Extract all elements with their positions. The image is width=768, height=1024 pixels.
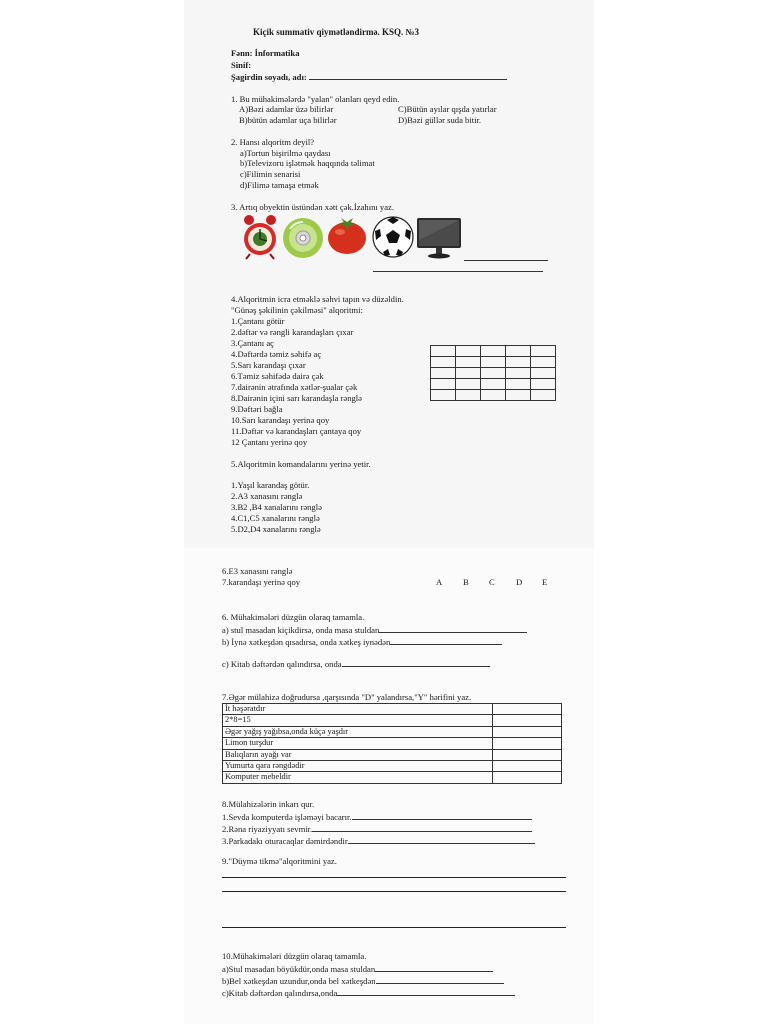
tomato-icon[interactable] bbox=[326, 214, 368, 256]
answer-cell[interactable] bbox=[493, 749, 562, 760]
answer-cell[interactable] bbox=[493, 761, 562, 772]
q4-step: 11.Dəftər və karandaşları çantaya qoy bbox=[231, 426, 362, 436]
q2-option: c)Filimin senarisi bbox=[240, 169, 301, 179]
q10-item-b: b)Bel xətkeşdən uzundur,onda bel xətkeşdən bbox=[222, 975, 504, 987]
grid-cell[interactable] bbox=[531, 368, 556, 379]
grid-cell[interactable] bbox=[431, 368, 456, 379]
q2-text: 2. Hansı alqoritm deyil? bbox=[231, 137, 315, 147]
q8-answer-blank[interactable] bbox=[312, 823, 532, 832]
grid-cell[interactable] bbox=[531, 357, 556, 368]
coloring-grid bbox=[430, 345, 556, 401]
statement-cell: İt həşəratdır bbox=[223, 704, 493, 715]
q4-step: 8.Dairənin içini sarı karandaşla rənglə bbox=[231, 393, 363, 403]
q4-step: 2.dəftər və rəngli karandaşları çıxar bbox=[231, 327, 354, 337]
statement-cell: 2*8=15 bbox=[223, 715, 493, 726]
q6-item-b: b) İynə xətkeşdən qısadırsa, onda xətkeş iynədən bbox=[222, 636, 502, 648]
worksheet-title: Kiçik summativ qiymətləndirmə. KSQ. №3 bbox=[253, 27, 420, 37]
q1-option-b: B)bütün adamlar uça bilirlər bbox=[239, 115, 337, 125]
subject-label: Fənn: İnformatika bbox=[231, 48, 300, 58]
q5-step: 3.B2 ,B4 xanalarını rənglə bbox=[231, 502, 322, 512]
grid-cell[interactable] bbox=[481, 346, 506, 357]
q4-step: 10.Sarı karandaşı yerinə qoy bbox=[231, 415, 330, 425]
statement-cell: Əgər yağış yağıbsa,onda küçə yaşdır bbox=[223, 726, 493, 737]
q1-option-c: C)Bütün ayılar qışda yatırlar bbox=[398, 104, 497, 114]
q5-text: 5.Alqoritmin komandalarını yerinə yetir. bbox=[231, 459, 371, 469]
grid-column-label: B bbox=[463, 577, 469, 587]
q8-item: 1.Sevda komputerdə işləməyi bacarır. bbox=[222, 811, 532, 823]
q4-step: 7.dairənin ətrafında xətlər-şualar çək bbox=[231, 382, 358, 392]
q4-step: 5.Sarı karandaşı çıxar bbox=[231, 360, 306, 370]
grid-column-label: C bbox=[489, 577, 495, 587]
q10-text: 10.Mühakimələri düzgün olaraq tamamla. bbox=[222, 951, 367, 961]
q8-answer-blank[interactable] bbox=[349, 835, 535, 844]
grid-cell[interactable] bbox=[456, 346, 481, 357]
q5-step: 7.karandaşı yerinə qoy bbox=[222, 577, 301, 587]
grid-cell[interactable] bbox=[456, 368, 481, 379]
q5-step: 2.A3 xanasını rənglə bbox=[231, 491, 303, 501]
q5-step: 6.E3 xanasını rənglə bbox=[222, 566, 293, 576]
grid-cell[interactable] bbox=[431, 346, 456, 357]
grid-cell[interactable] bbox=[456, 390, 481, 401]
q8-item: 3.Parkadakı oturacaqlar dəmirdəndir. bbox=[222, 835, 535, 847]
q1-text: 1. Bu mühakimələrdə "yalan" olanları qeyd edin. bbox=[231, 94, 400, 104]
q4-step: 9.Dəftəri bağla bbox=[231, 404, 283, 414]
q6-text: 6. Mühakimələri düzgün olaraq tamamla. bbox=[222, 612, 365, 622]
grid-cell[interactable] bbox=[481, 357, 506, 368]
q10-item-c: c)Kitab dəftərdən qalındırsa,onda bbox=[222, 987, 515, 999]
q3-text: 3. Artıq obyektin üstündən xətt çək.İzahını yaz. bbox=[231, 202, 394, 212]
q1-option-a: A)Bəzi adamlar üzə bilirlər bbox=[239, 104, 334, 114]
q6-item-a: a) stul masadan kiçikdirsə, onda masa stuldan bbox=[222, 624, 527, 636]
soccer-ball-icon[interactable] bbox=[372, 216, 414, 258]
answer-cell[interactable] bbox=[493, 738, 562, 749]
grid-cell[interactable] bbox=[456, 357, 481, 368]
grid-cell[interactable] bbox=[431, 357, 456, 368]
q7-text: 7.Əgər mülahizə doğrudursa ,qarşısında "D" yalandırsa,"Y" hərifini yaz. bbox=[222, 692, 472, 702]
q4-text: 4.Alqoritmin icra etməklə səhvi tapın və düzəldin. bbox=[231, 294, 404, 304]
grid-cell[interactable] bbox=[506, 379, 531, 390]
q8-item: 2.Rəna riyaziyyatı sevmir. bbox=[222, 823, 532, 835]
q5-step: 5.D2,D4 xanalarını rənglə bbox=[231, 524, 321, 534]
true-false-table bbox=[222, 703, 562, 784]
q1-option-d: D)Bəzi güllər suda bitir. bbox=[398, 115, 482, 125]
grid-column-label: A bbox=[436, 577, 443, 587]
q9-answer-line[interactable] bbox=[222, 927, 566, 928]
grid-cell[interactable] bbox=[506, 346, 531, 357]
statement-cell: Balıqların ayağı var bbox=[223, 749, 493, 760]
q10-item-a: a)Stul masadan böyükdür,onda masa stuldan bbox=[222, 963, 493, 975]
q9-answer-line[interactable] bbox=[222, 877, 566, 878]
grid-cell[interactable] bbox=[431, 379, 456, 390]
grid-cell[interactable] bbox=[481, 368, 506, 379]
q4-step: 1.Çantanı götür bbox=[231, 316, 285, 326]
q2-option: a)Tortun bişirilmə qaydası bbox=[240, 148, 331, 158]
q4-step: 12 Çantanı yerinə qoy bbox=[231, 437, 308, 447]
q2-option: b)Televizoru işlətmək haqqında təlimat bbox=[240, 158, 375, 168]
q9-text: 9."Düymə tikmə"alqoritmini yaz. bbox=[222, 856, 337, 866]
alarm-clock-icon[interactable] bbox=[240, 214, 280, 260]
grid-cell[interactable] bbox=[506, 368, 531, 379]
q10-answer-blank[interactable] bbox=[376, 975, 504, 984]
grid-cell[interactable] bbox=[531, 346, 556, 357]
statement-cell: Yumurta qara rəngdədir bbox=[223, 761, 493, 772]
q3-answer-line[interactable] bbox=[373, 271, 543, 272]
q3-answer-line[interactable] bbox=[464, 260, 548, 261]
q8-text: 8.Mülahizələrin inkarı qur. bbox=[222, 799, 315, 809]
student-name-label: Şagirdin soyadı, adı: bbox=[231, 71, 507, 83]
q4-step: 6.Təmiz səhifədə dairə çək bbox=[231, 371, 324, 381]
q6-answer-blank[interactable] bbox=[390, 636, 502, 645]
grid-cell[interactable] bbox=[506, 390, 531, 401]
q5-step: 1.Yaşıl karandaş götür. bbox=[231, 480, 310, 490]
statement-cell: Komputer mebeldir bbox=[223, 772, 493, 783]
grid-cell[interactable] bbox=[531, 379, 556, 390]
cd-disc-icon[interactable] bbox=[282, 217, 324, 259]
q9-answer-line[interactable] bbox=[222, 891, 566, 892]
grid-cell[interactable] bbox=[431, 390, 456, 401]
grid-column-label: D bbox=[516, 577, 523, 587]
q4-subtitle: "Günəş şəkilinin çəkilməsi" alqoritmi: bbox=[231, 305, 363, 315]
q5-step: 4.C1,C5 xanalarını rənglə bbox=[231, 513, 320, 523]
answer-cell[interactable] bbox=[493, 772, 562, 783]
grid-cell[interactable] bbox=[481, 390, 506, 401]
student-name-blank[interactable] bbox=[309, 71, 507, 80]
q6-answer-blank[interactable] bbox=[342, 658, 490, 667]
q4-step: 3.Çantanı aç bbox=[231, 338, 274, 348]
grid-cell[interactable] bbox=[481, 379, 506, 390]
answer-cell[interactable] bbox=[493, 715, 562, 726]
q8-answer-blank[interactable] bbox=[352, 811, 532, 820]
statement-cell: Limon turşdur bbox=[223, 738, 493, 749]
grid-cell[interactable] bbox=[456, 379, 481, 390]
grid-cell[interactable] bbox=[531, 390, 556, 401]
q10-answer-blank[interactable] bbox=[375, 963, 493, 972]
grid-column-label: E bbox=[542, 577, 548, 587]
answer-cell[interactable] bbox=[493, 726, 562, 737]
answer-cell[interactable] bbox=[493, 704, 562, 715]
grid-cell[interactable] bbox=[506, 357, 531, 368]
monitor-icon[interactable] bbox=[416, 216, 462, 260]
q6-item-c: c) Kitab dəftərdən qalındırsa, onda bbox=[222, 658, 490, 670]
q2-option: d)Filimə tamaşa etmək bbox=[240, 180, 319, 190]
q10-answer-blank[interactable] bbox=[337, 987, 515, 996]
q6-answer-blank[interactable] bbox=[379, 624, 527, 633]
class-label: Sinif: bbox=[231, 60, 252, 70]
q4-step: 4.Dəftərdə təmiz səhifə aç bbox=[231, 349, 322, 359]
